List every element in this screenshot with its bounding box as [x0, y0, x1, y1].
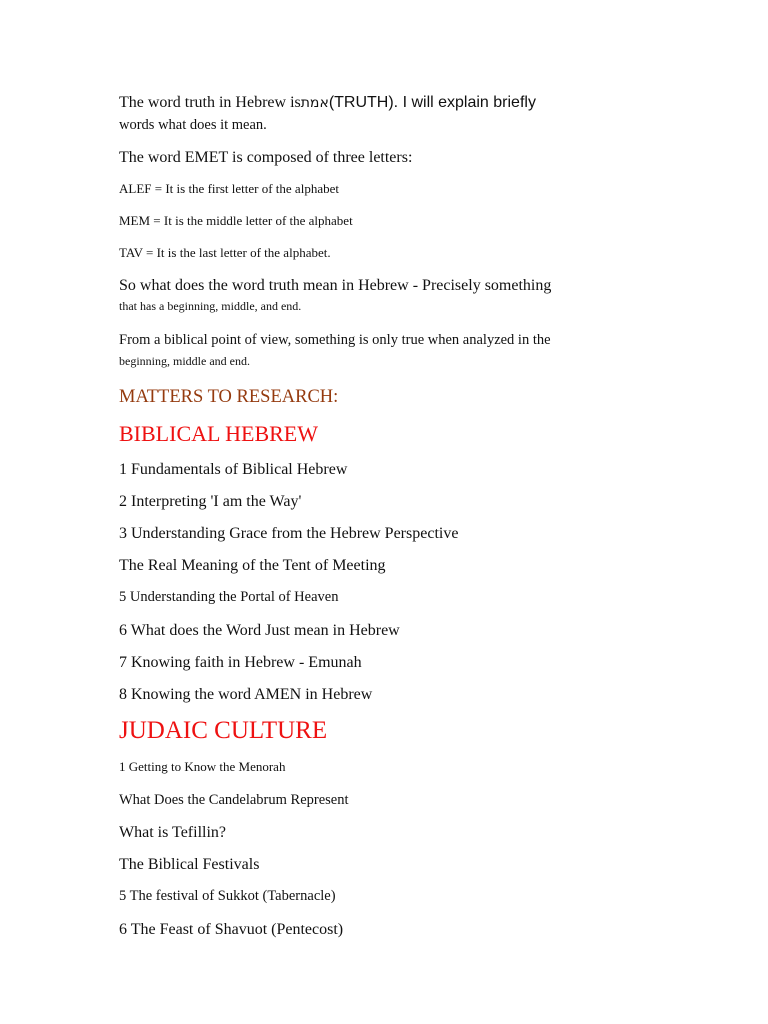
list-item: What is Tefillin? [119, 824, 226, 841]
intro-line-1 [119, 95, 536, 111]
so-line-2: that has a beginning, middle, and end. [119, 299, 302, 313]
list-item: What Does the Candelabrum Represent [119, 792, 349, 808]
alef-line: ALEF = It is the first letter of the alphabet [119, 181, 339, 196]
list-item: 7 Knowing faith in Hebrew - Emunah [119, 654, 362, 671]
so-line-1: So what does the word truth mean in Hebrew - Precisely something [119, 277, 552, 294]
intro-line-1-text: The word truth in Hebrew is [119, 94, 301, 111]
from-line-1: From a biblical point of view, something is only true when analyzed in the [119, 332, 551, 348]
list-item: The Real Meaning of the Tent of Meeting [119, 557, 386, 574]
judaic-culture-heading: JUDAIC CULTURE [119, 717, 328, 744]
list-item: 1 Fundamentals of Biblical Hebrew [119, 461, 348, 478]
intro-line-2: words what does it mean. [119, 117, 267, 133]
from-line-2: beginning, middle and end. [119, 354, 250, 368]
list-item: 5 Understanding the Portal of Heaven [119, 589, 339, 605]
list-item: 6 The Feast of Shavuot (Pentecost) [119, 921, 344, 938]
list-item: 2 Interpreting 'I am the Way' [119, 493, 302, 510]
mem-line: MEM = It is the middle letter of the alphabet [119, 213, 353, 228]
list-item: The Biblical Festivals [119, 856, 260, 873]
composed-line: The word EMET is composed of three letters: [119, 149, 413, 166]
tav-line: TAV = It is the last letter of the alphabet. [119, 245, 331, 260]
matters-heading: MATTERS TO RESEARCH: [119, 387, 339, 407]
intro-line-1-truth: (TRUTH). I will explain briefly [328, 94, 536, 111]
list-item: 1 Getting to Know the Menorah [119, 759, 286, 774]
list-item: 8 Knowing the word AMEN in Hebrew [119, 686, 373, 703]
hebrew-word-emet: אמת [300, 95, 329, 111]
biblical-hebrew-heading: BIBLICAL HEBREW [119, 421, 318, 446]
list-item: 3 Understanding Grace from the Hebrew Perspective [119, 525, 459, 542]
list-item: 6 What does the Word Just mean in Hebrew [119, 622, 400, 639]
list-item: 5 The festival of Sukkot (Tabernacle) [119, 888, 336, 904]
